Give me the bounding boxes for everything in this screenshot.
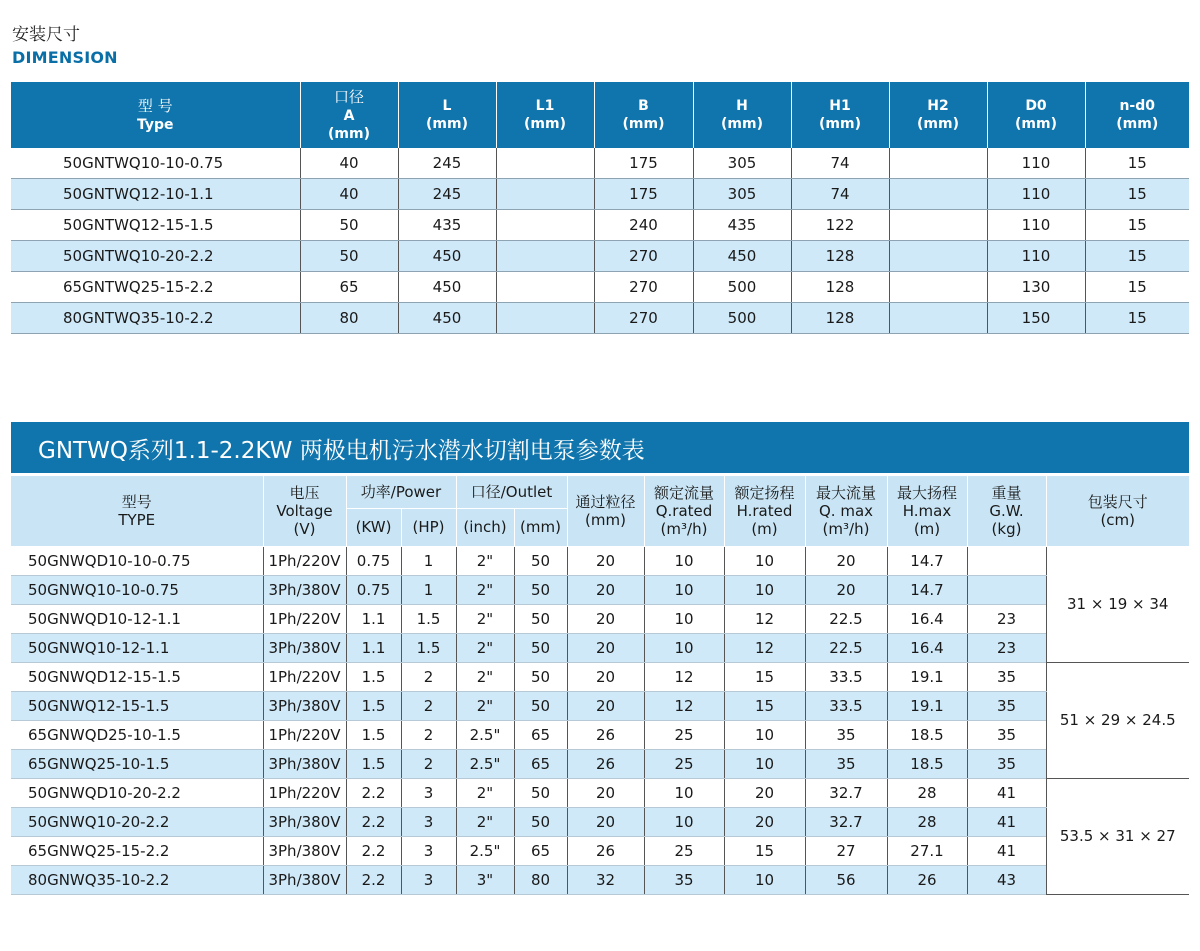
value-cell: 19.1	[887, 662, 967, 691]
value-cell: 16.4	[887, 604, 967, 633]
value-cell: 40	[300, 179, 398, 210]
value-cell: 500	[693, 272, 791, 303]
dimension-table	[11, 82, 1189, 334]
table-row	[11, 148, 1189, 179]
value-cell: 2"	[456, 662, 514, 691]
header-a: 口径 A (mm)	[300, 82, 398, 148]
value-cell: 40	[300, 148, 398, 179]
value-cell: 1Ph/220V	[263, 720, 346, 749]
value-cell: 22.5	[805, 633, 887, 662]
value-cell: 25	[644, 720, 724, 749]
value-cell: 435	[398, 210, 496, 241]
value-cell: 240	[594, 210, 693, 241]
value-cell: 130	[987, 272, 1085, 303]
value-cell: 10	[644, 633, 724, 662]
value-cell: 435	[693, 210, 791, 241]
value-cell: 0.75	[346, 575, 401, 604]
value-cell: 14.7	[887, 575, 967, 604]
value-cell: 2.5"	[456, 749, 514, 778]
value-cell: 3Ph/380V	[263, 575, 346, 604]
value-cell: 2.2	[346, 865, 401, 894]
header-type: 型 号 Type	[11, 82, 300, 148]
header-power-hp: (HP)	[401, 508, 456, 546]
value-cell: 35	[805, 720, 887, 749]
value-cell: 128	[791, 272, 889, 303]
value-cell: 500	[693, 303, 791, 334]
value-cell: 35	[805, 749, 887, 778]
model-cell: 50GNWQD10-10-0.75	[11, 546, 263, 575]
value-cell	[889, 241, 987, 272]
section-title-en: DIMENSION	[12, 48, 118, 67]
model-cell: 50GNWQD12-15-1.5	[11, 662, 263, 691]
value-cell: 65	[300, 272, 398, 303]
table-row	[11, 210, 1189, 241]
value-cell: 50	[514, 691, 567, 720]
header-h-max: 最大扬程 H.max (m)	[887, 476, 967, 546]
value-cell: 150	[987, 303, 1085, 334]
header-d0: D0 (mm)	[987, 82, 1085, 148]
value-cell: 0.75	[346, 546, 401, 575]
value-cell: 43	[967, 865, 1046, 894]
value-cell: 245	[398, 148, 496, 179]
value-cell: 10	[644, 575, 724, 604]
header-h1: H1 (mm)	[791, 82, 889, 148]
value-cell: 25	[644, 836, 724, 865]
value-cell: 128	[791, 241, 889, 272]
value-cell: 2.5"	[456, 720, 514, 749]
model-cell: 50GNTWQ12-15-1.5	[11, 210, 300, 241]
value-cell: 3	[401, 807, 456, 836]
header-voltage: 电压 Voltage (V)	[263, 476, 346, 546]
value-cell	[889, 303, 987, 334]
value-cell: 270	[594, 303, 693, 334]
value-cell: 35	[967, 749, 1046, 778]
value-cell	[889, 179, 987, 210]
value-cell: 50	[514, 807, 567, 836]
value-cell: 33.5	[805, 662, 887, 691]
header-outlet: 口径/Outlet	[456, 476, 567, 508]
value-cell: 110	[987, 148, 1085, 179]
value-cell: 450	[398, 303, 496, 334]
value-cell: 3Ph/380V	[263, 633, 346, 662]
value-cell: 1Ph/220V	[263, 662, 346, 691]
value-cell: 2"	[456, 778, 514, 807]
value-cell: 270	[594, 241, 693, 272]
table-row	[11, 272, 1189, 303]
header-power-kw: (KW)	[346, 508, 401, 546]
table-row	[11, 778, 1189, 807]
value-cell: 26	[567, 749, 644, 778]
section-title-cn: 安装尺寸	[12, 25, 80, 45]
value-cell: 450	[398, 272, 496, 303]
value-cell: 2	[401, 749, 456, 778]
value-cell: 15	[1085, 272, 1189, 303]
value-cell: 15	[1085, 241, 1189, 272]
value-cell: 20	[567, 807, 644, 836]
value-cell: 20	[567, 546, 644, 575]
value-cell: 10	[724, 749, 805, 778]
value-cell: 26	[567, 720, 644, 749]
value-cell: 2	[401, 691, 456, 720]
value-cell: 20	[567, 575, 644, 604]
model-cell: 50GNWQD10-20-2.2	[11, 778, 263, 807]
value-cell: 28	[887, 778, 967, 807]
header-l1: L1 (mm)	[496, 82, 594, 148]
value-cell: 32.7	[805, 807, 887, 836]
value-cell	[889, 210, 987, 241]
header-particle: 通过粒径 (mm)	[567, 476, 644, 546]
value-cell: 10	[724, 865, 805, 894]
value-cell: 1.5	[346, 720, 401, 749]
value-cell	[496, 179, 594, 210]
value-cell: 18.5	[887, 749, 967, 778]
value-cell: 175	[594, 179, 693, 210]
value-cell: 20	[567, 633, 644, 662]
value-cell: 50	[514, 662, 567, 691]
value-cell: 50	[514, 604, 567, 633]
package-size-cell: 53.5 × 31 × 27	[1046, 778, 1189, 894]
table-row	[11, 604, 1189, 633]
header-q-max: 最大流量 Q. max (m³/h)	[805, 476, 887, 546]
value-cell: 110	[987, 210, 1085, 241]
value-cell: 12	[724, 604, 805, 633]
value-cell: 35	[967, 662, 1046, 691]
value-cell: 2"	[456, 691, 514, 720]
header-h2: H2 (mm)	[889, 82, 987, 148]
value-cell: 3	[401, 865, 456, 894]
value-cell: 3Ph/380V	[263, 836, 346, 865]
value-cell: 2	[401, 720, 456, 749]
header-n-d0: n-d0 (mm)	[1085, 82, 1189, 148]
value-cell: 10	[644, 778, 724, 807]
header-h-rated: 额定扬程 H.rated (m)	[724, 476, 805, 546]
table-row	[11, 633, 1189, 662]
value-cell: 1Ph/220V	[263, 604, 346, 633]
value-cell: 2.2	[346, 836, 401, 865]
value-cell: 35	[967, 691, 1046, 720]
value-cell: 41	[967, 807, 1046, 836]
value-cell: 20	[724, 778, 805, 807]
table-row	[11, 241, 1189, 272]
table-row	[11, 179, 1189, 210]
value-cell: 175	[594, 148, 693, 179]
value-cell: 270	[594, 272, 693, 303]
value-cell	[496, 210, 594, 241]
value-cell: 15	[1085, 210, 1189, 241]
value-cell: 20	[724, 807, 805, 836]
value-cell: 3Ph/380V	[263, 749, 346, 778]
value-cell: 3Ph/380V	[263, 691, 346, 720]
model-cell: 80GNTWQ35-10-2.2	[11, 303, 300, 334]
header-b: B (mm)	[594, 82, 693, 148]
value-cell: 56	[805, 865, 887, 894]
value-cell	[967, 575, 1046, 604]
value-cell: 16.4	[887, 633, 967, 662]
value-cell: 50	[514, 778, 567, 807]
model-cell: 50GNWQ10-10-0.75	[11, 575, 263, 604]
table-row	[11, 546, 1189, 575]
value-cell: 450	[398, 241, 496, 272]
value-cell: 41	[967, 778, 1046, 807]
model-cell: 50GNTWQ10-20-2.2	[11, 241, 300, 272]
value-cell: 10	[644, 546, 724, 575]
value-cell: 50	[514, 575, 567, 604]
value-cell	[967, 546, 1046, 575]
value-cell: 41	[967, 836, 1046, 865]
value-cell: 65	[514, 836, 567, 865]
value-cell: 74	[791, 179, 889, 210]
value-cell: 15	[724, 836, 805, 865]
value-cell: 15	[1085, 303, 1189, 334]
value-cell: 110	[987, 179, 1085, 210]
value-cell: 35	[967, 720, 1046, 749]
value-cell: 1.5	[401, 633, 456, 662]
model-cell: 80GNWQ35-10-2.2	[11, 865, 263, 894]
value-cell: 12	[644, 691, 724, 720]
value-cell: 26	[887, 865, 967, 894]
package-size-cell: 51 × 29 × 24.5	[1046, 662, 1189, 778]
value-cell: 2"	[456, 633, 514, 662]
value-cell: 50	[514, 546, 567, 575]
value-cell: 10	[644, 604, 724, 633]
value-cell: 18.5	[887, 720, 967, 749]
table-row	[11, 691, 1189, 720]
value-cell: 2.5"	[456, 836, 514, 865]
value-cell	[889, 148, 987, 179]
param-table-title: GNTWQ系列1.1-2.2KW 两极电机污水潜水切割电泵参数表	[38, 438, 645, 464]
value-cell: 1.5	[346, 749, 401, 778]
value-cell: 35	[644, 865, 724, 894]
value-cell: 20	[567, 778, 644, 807]
value-cell: 2"	[456, 546, 514, 575]
value-cell: 305	[693, 148, 791, 179]
value-cell: 110	[987, 241, 1085, 272]
param-table-banner	[11, 422, 1189, 473]
value-cell: 80	[514, 865, 567, 894]
model-cell: 65GNWQD25-10-1.5	[11, 720, 263, 749]
model-cell: 50GNTWQ12-10-1.1	[11, 179, 300, 210]
value-cell: 20	[805, 546, 887, 575]
header-weight: 重量 G.W. (kg)	[967, 476, 1046, 546]
param-table	[11, 476, 1189, 895]
value-cell: 1.5	[346, 662, 401, 691]
header-l: L (mm)	[398, 82, 496, 148]
value-cell: 1.1	[346, 604, 401, 633]
header-model: 型号 TYPE	[11, 476, 263, 546]
value-cell: 23	[967, 604, 1046, 633]
value-cell: 10	[724, 546, 805, 575]
value-cell: 1.1	[346, 633, 401, 662]
value-cell: 3	[401, 836, 456, 865]
model-cell: 50GNTWQ10-10-0.75	[11, 148, 300, 179]
value-cell: 245	[398, 179, 496, 210]
value-cell: 50	[514, 633, 567, 662]
value-cell: 2"	[456, 807, 514, 836]
value-cell: 20	[567, 662, 644, 691]
value-cell: 15	[1085, 148, 1189, 179]
model-cell: 50GNWQ10-20-2.2	[11, 807, 263, 836]
value-cell: 1.5	[346, 691, 401, 720]
value-cell: 2	[401, 662, 456, 691]
value-cell	[496, 303, 594, 334]
header-outlet-inch: (inch)	[456, 508, 514, 546]
value-cell: 450	[693, 241, 791, 272]
model-cell: 65GNTWQ25-15-2.2	[11, 272, 300, 303]
value-cell: 20	[805, 575, 887, 604]
value-cell: 32.7	[805, 778, 887, 807]
model-cell: 50GNWQ12-15-1.5	[11, 691, 263, 720]
value-cell: 10	[644, 807, 724, 836]
value-cell: 12	[724, 633, 805, 662]
value-cell: 20	[567, 691, 644, 720]
header-power: 功率/Power	[346, 476, 456, 508]
value-cell: 2"	[456, 575, 514, 604]
value-cell: 1	[401, 546, 456, 575]
value-cell	[496, 272, 594, 303]
value-cell: 3	[401, 778, 456, 807]
value-cell: 32	[567, 865, 644, 894]
value-cell: 22.5	[805, 604, 887, 633]
table-row	[11, 662, 1189, 691]
value-cell: 10	[724, 720, 805, 749]
value-cell: 2.2	[346, 807, 401, 836]
value-cell: 128	[791, 303, 889, 334]
header-package: 包装尺寸 (cm)	[1046, 476, 1189, 546]
value-cell: 1Ph/220V	[263, 778, 346, 807]
value-cell: 122	[791, 210, 889, 241]
value-cell: 10	[724, 575, 805, 604]
value-cell: 50	[300, 210, 398, 241]
value-cell: 33.5	[805, 691, 887, 720]
value-cell: 28	[887, 807, 967, 836]
value-cell: 305	[693, 179, 791, 210]
header-q-rated: 额定流量 Q.rated (m³/h)	[644, 476, 724, 546]
header-h: H (mm)	[693, 82, 791, 148]
value-cell: 12	[644, 662, 724, 691]
table-row	[11, 836, 1189, 865]
table-row	[11, 807, 1189, 836]
value-cell: 74	[791, 148, 889, 179]
model-cell: 65GNWQ25-10-1.5	[11, 749, 263, 778]
package-size-cell: 31 × 19 × 34	[1046, 546, 1189, 662]
value-cell: 2"	[456, 604, 514, 633]
value-cell: 3Ph/380V	[263, 807, 346, 836]
value-cell	[889, 272, 987, 303]
value-cell: 1.5	[401, 604, 456, 633]
table-row	[11, 749, 1189, 778]
value-cell: 26	[567, 836, 644, 865]
table-row	[11, 575, 1189, 604]
value-cell: 27.1	[887, 836, 967, 865]
value-cell: 3Ph/380V	[263, 865, 346, 894]
value-cell: 1Ph/220V	[263, 546, 346, 575]
value-cell: 15	[724, 691, 805, 720]
table-row	[11, 865, 1189, 894]
model-cell: 50GNWQ10-12-1.1	[11, 633, 263, 662]
value-cell: 65	[514, 749, 567, 778]
dimension-header-row	[11, 82, 1189, 148]
value-cell	[496, 148, 594, 179]
value-cell	[496, 241, 594, 272]
value-cell: 25	[644, 749, 724, 778]
value-cell: 14.7	[887, 546, 967, 575]
model-cell: 50GNWQD10-12-1.1	[11, 604, 263, 633]
value-cell: 80	[300, 303, 398, 334]
value-cell: 1	[401, 575, 456, 604]
value-cell: 27	[805, 836, 887, 865]
value-cell: 20	[567, 604, 644, 633]
model-cell: 65GNWQ25-15-2.2	[11, 836, 263, 865]
value-cell: 3"	[456, 865, 514, 894]
value-cell: 65	[514, 720, 567, 749]
table-row	[11, 303, 1189, 334]
value-cell: 23	[967, 633, 1046, 662]
table-row	[11, 720, 1189, 749]
value-cell: 15	[1085, 179, 1189, 210]
header-outlet-mm: (mm)	[514, 508, 567, 546]
value-cell: 19.1	[887, 691, 967, 720]
value-cell: 15	[724, 662, 805, 691]
value-cell: 50	[300, 241, 398, 272]
param-header-row-1	[11, 476, 1189, 508]
value-cell: 2.2	[346, 778, 401, 807]
